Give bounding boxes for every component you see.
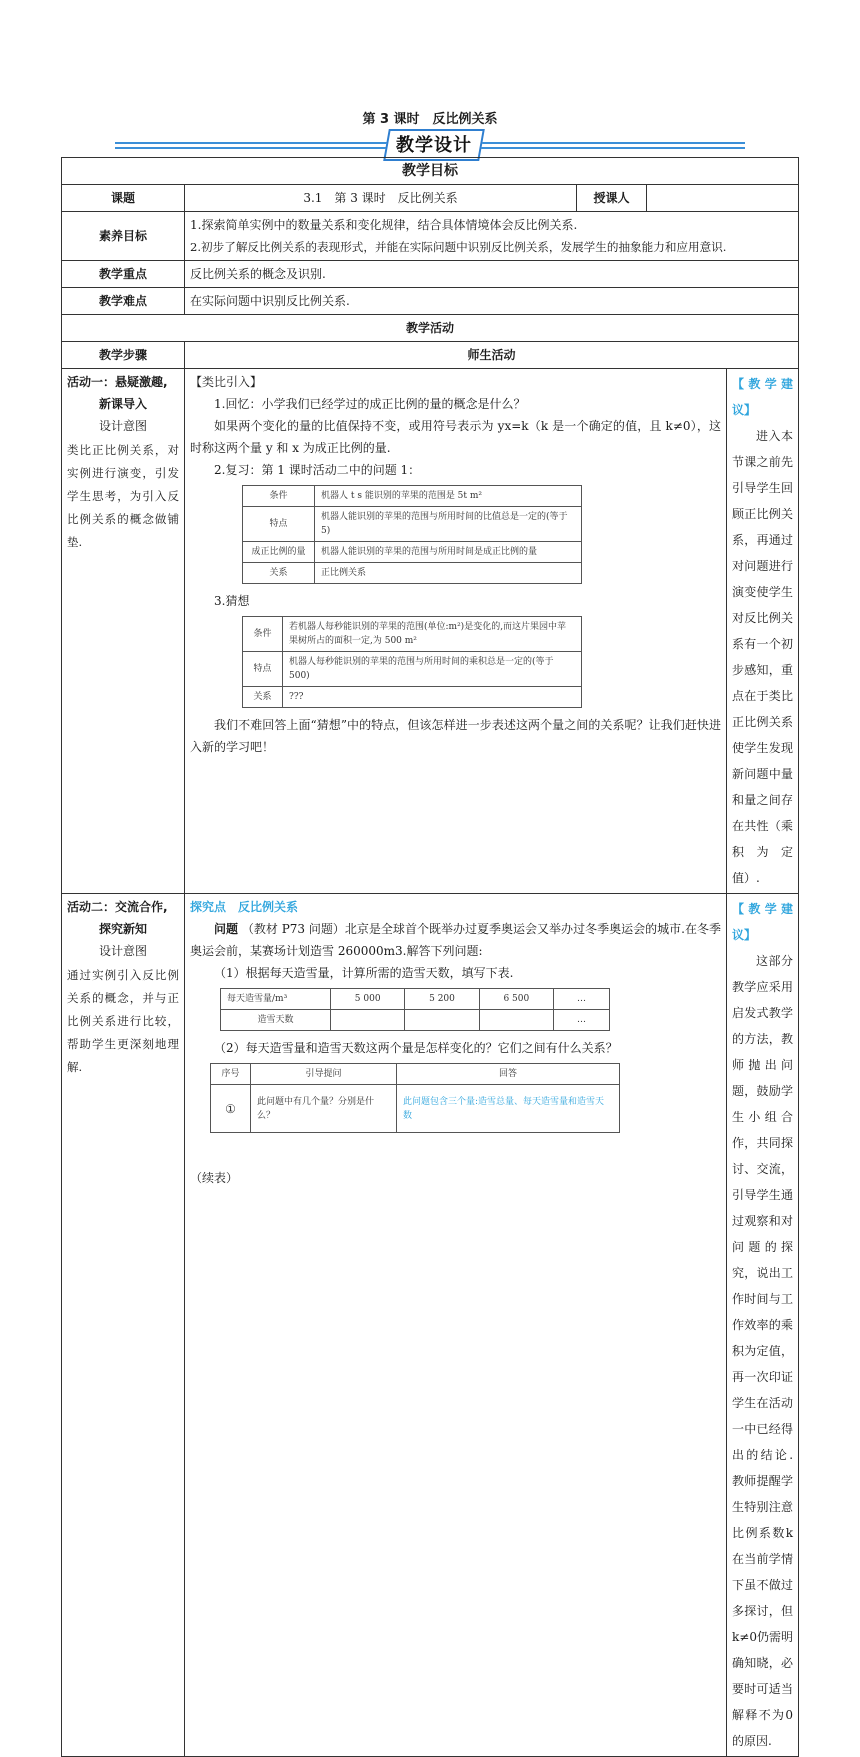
guess-key: 关系: [243, 687, 283, 708]
guide-header: 序号: [211, 1064, 251, 1085]
difficulty-label: 教学难点: [62, 288, 185, 315]
activity2-subtitle: 探究新知: [98, 922, 147, 936]
literacy-goal-2: 2.初步了解反比例关系的表现形式，并能在实际问题中识别反比例关系，发展学生的抽象能力和应用意识.: [190, 240, 727, 254]
review-value: 机器人能识别的苹果的范围与所用时间的比值总是一定的(等于 5): [315, 507, 582, 542]
guide-table: [210, 1063, 620, 1133]
activity1-q1: 1.回忆：小学我们已经学过的成正比例的量的概念是什么？: [214, 397, 526, 411]
guide-header-row: [211, 1064, 620, 1085]
col-step-header: 教学步骤: [62, 342, 185, 369]
sub-question-1: （1）根据每天造雪量，计算所需的造雪天数，填写下表.: [214, 966, 514, 980]
guess-value: 若机器人每秒能识别的苹果的范围(单位:m²)是变化的,而这片果园中苹果树所占的面积一定,为 500 m²: [283, 617, 582, 652]
key-point-label: 教学重点: [62, 261, 185, 288]
snow-cell: [405, 1010, 479, 1031]
activity1-q1-answer: 如果两个变化的量的比值保持不变，或用符号表示为 yx=k（k 是一个确定的值，且 k≠0），这时称这两个量 y 和 x 为成正比例的量.: [190, 419, 721, 455]
review-key: 关系: [243, 563, 315, 584]
review-row: [243, 542, 582, 563]
snow-row-daily: [221, 989, 610, 1010]
snow-cell: [331, 1010, 405, 1031]
problem-text: （教材 P73 问题）北京是全球首个既举办过夏季奥运会又举办过冬季奥运会的城市.在冬季奥运会前，某赛场计划造雪 260000m3.解答下列问题:: [190, 922, 721, 958]
activity2-intent: 通过实例引入反比例关系的概念，并与正比例关系进行比较，帮助学生更深刻地理解.: [67, 968, 179, 1074]
activity1-q3: 3.猜想: [214, 594, 250, 608]
activity2-content: [185, 894, 727, 1757]
literacy-goals: [185, 212, 799, 261]
difficulty-value: 在实际问题中识别反比例关系.: [185, 288, 799, 315]
banner-title: 教学设计: [396, 135, 472, 156]
guide-row: [211, 1085, 620, 1133]
snow-cell: …: [554, 989, 610, 1010]
activity1-tag: 【类比引入】: [190, 375, 263, 389]
guess-table: [242, 616, 582, 708]
activity2-title: 活动二：交流合作,: [67, 900, 168, 914]
guess-row: [243, 687, 582, 708]
activity2-advice-cell: [727, 894, 799, 1757]
page-title: 第 3 课时 反比例关系: [362, 112, 498, 127]
key-point-value: 反比例关系的概念及识别.: [185, 261, 799, 288]
activity1-step-cell: [62, 369, 185, 894]
explore-heading: 探究点 反比例关系: [190, 900, 299, 914]
section-activity: 教学活动: [62, 315, 799, 342]
guess-row: [243, 652, 582, 687]
review-key: 成正比例的量: [243, 542, 315, 563]
guess-value: ???: [283, 687, 582, 708]
activity1-closing: 我们不难回答上面“猜想”中的特点，但该怎样进一步表述这两个量之间的关系呢？让我们赶快进入新的学习吧！: [190, 718, 721, 754]
activity1-subtitle: 新课导入: [98, 397, 147, 411]
sub-question-2: （2）每天造雪量和造雪天数这两个量是怎样变化的？它们之间有什么关系？: [214, 1041, 618, 1055]
review-row: [243, 507, 582, 542]
col-activity-header: 师生活动: [185, 342, 799, 369]
activity1-advice-cell: [727, 369, 799, 894]
topic-label: 课题: [62, 185, 185, 212]
guess-row: [243, 617, 582, 652]
section-goals: 教学目标: [62, 158, 799, 185]
continued-note: （续表）: [190, 1171, 239, 1185]
review-value: 机器人能识别的苹果的范围与所用时间是成正比例的量: [315, 542, 582, 563]
guide-answer: 此问题包含三个量:造雪总量、每天造雪量和造雪天数: [397, 1085, 620, 1133]
snow-row1-label: 每天造雪量/m³: [221, 989, 331, 1010]
literacy-label: 素养目标: [62, 212, 185, 261]
snow-cell: [479, 1010, 553, 1031]
guide-header: 引导提问: [251, 1064, 397, 1085]
review-value: 正比例关系: [315, 563, 582, 584]
topic-value: 3.1 第 3 课时 反比例关系: [185, 185, 577, 212]
review-value: 机器人 t s 能识别的苹果的范围是 5t m²: [315, 486, 582, 507]
snow-cell: …: [554, 1010, 610, 1031]
snow-cell: 5 000: [331, 989, 405, 1010]
lesson-plan-table: [61, 157, 799, 1757]
activity1-advice: 进入本节课之前先引导学生回顾正比例关系，再通过对问题进行演变使学生对反比例关系有一个初步感知，重点在于类比正比例关系使学生发现新问题中量和量之间存在共性（乘积为定值）.: [732, 429, 794, 885]
guide-no: ①: [211, 1085, 251, 1133]
activity1-content: [185, 369, 727, 894]
activity1-q2: 2.复习：第 1 课时活动二中的问题 1：: [214, 463, 421, 477]
guess-value: 机器人每秒能识别的苹果的范围与所用时间的乘积总是一定的(等于 500): [283, 652, 582, 687]
review-row: [243, 486, 582, 507]
activity2-intent-label: 设计意图: [98, 944, 147, 958]
snow-cell: 6 500: [479, 989, 553, 1010]
teacher-label: 授课人: [577, 185, 647, 212]
review-key: 条件: [243, 486, 315, 507]
activity1-title: 活动一：悬疑激趣,: [67, 375, 168, 389]
guess-key: 特点: [243, 652, 283, 687]
activity2-advice: 这部分教学应采用启发式教学的方法，教师抛出问题，鼓励学生小组合作，共同探讨、交流，引导学生通过观察和对问题的探究，说出工作时间与工作效率的乘积为定值，再一次印证学生在活动一中已经得出的结论.教师提醒学生特别注意比例系数k在当前学情下虽不做过多探讨，但k≠0仍需明确知晓，必要时可适当解释不为0的原因.: [732, 954, 794, 1748]
review-table: [242, 485, 582, 584]
activity1-intent-label: 设计意图: [98, 419, 147, 433]
teacher-value: [647, 185, 799, 212]
guide-header: 回答: [397, 1064, 620, 1085]
activity2-step-cell: [62, 894, 185, 1757]
literacy-goal-1: 1.探索简单实例中的数量关系和变化规律，结合具体情境体会反比例关系.: [190, 218, 578, 232]
problem-label: 问题: [214, 922, 239, 936]
guide-question: 此问题中有几个量？分别是什么？: [251, 1085, 397, 1133]
review-row: [243, 563, 582, 584]
snow-row2-label: 造雪天数: [221, 1010, 331, 1031]
snow-cell: 5 200: [405, 989, 479, 1010]
review-key: 特点: [243, 507, 315, 542]
activity1-advice-tag: 【教学建议】: [732, 377, 794, 417]
snow-table: [220, 988, 610, 1031]
activity2-advice-tag: 【教学建议】: [732, 902, 794, 942]
guess-key: 条件: [243, 617, 283, 652]
snow-row-days: [221, 1010, 610, 1031]
activity1-intent: 类比正比例关系，对实例进行演变，引发学生思考，为引入反比例关系的概念做铺垫.: [67, 443, 179, 549]
